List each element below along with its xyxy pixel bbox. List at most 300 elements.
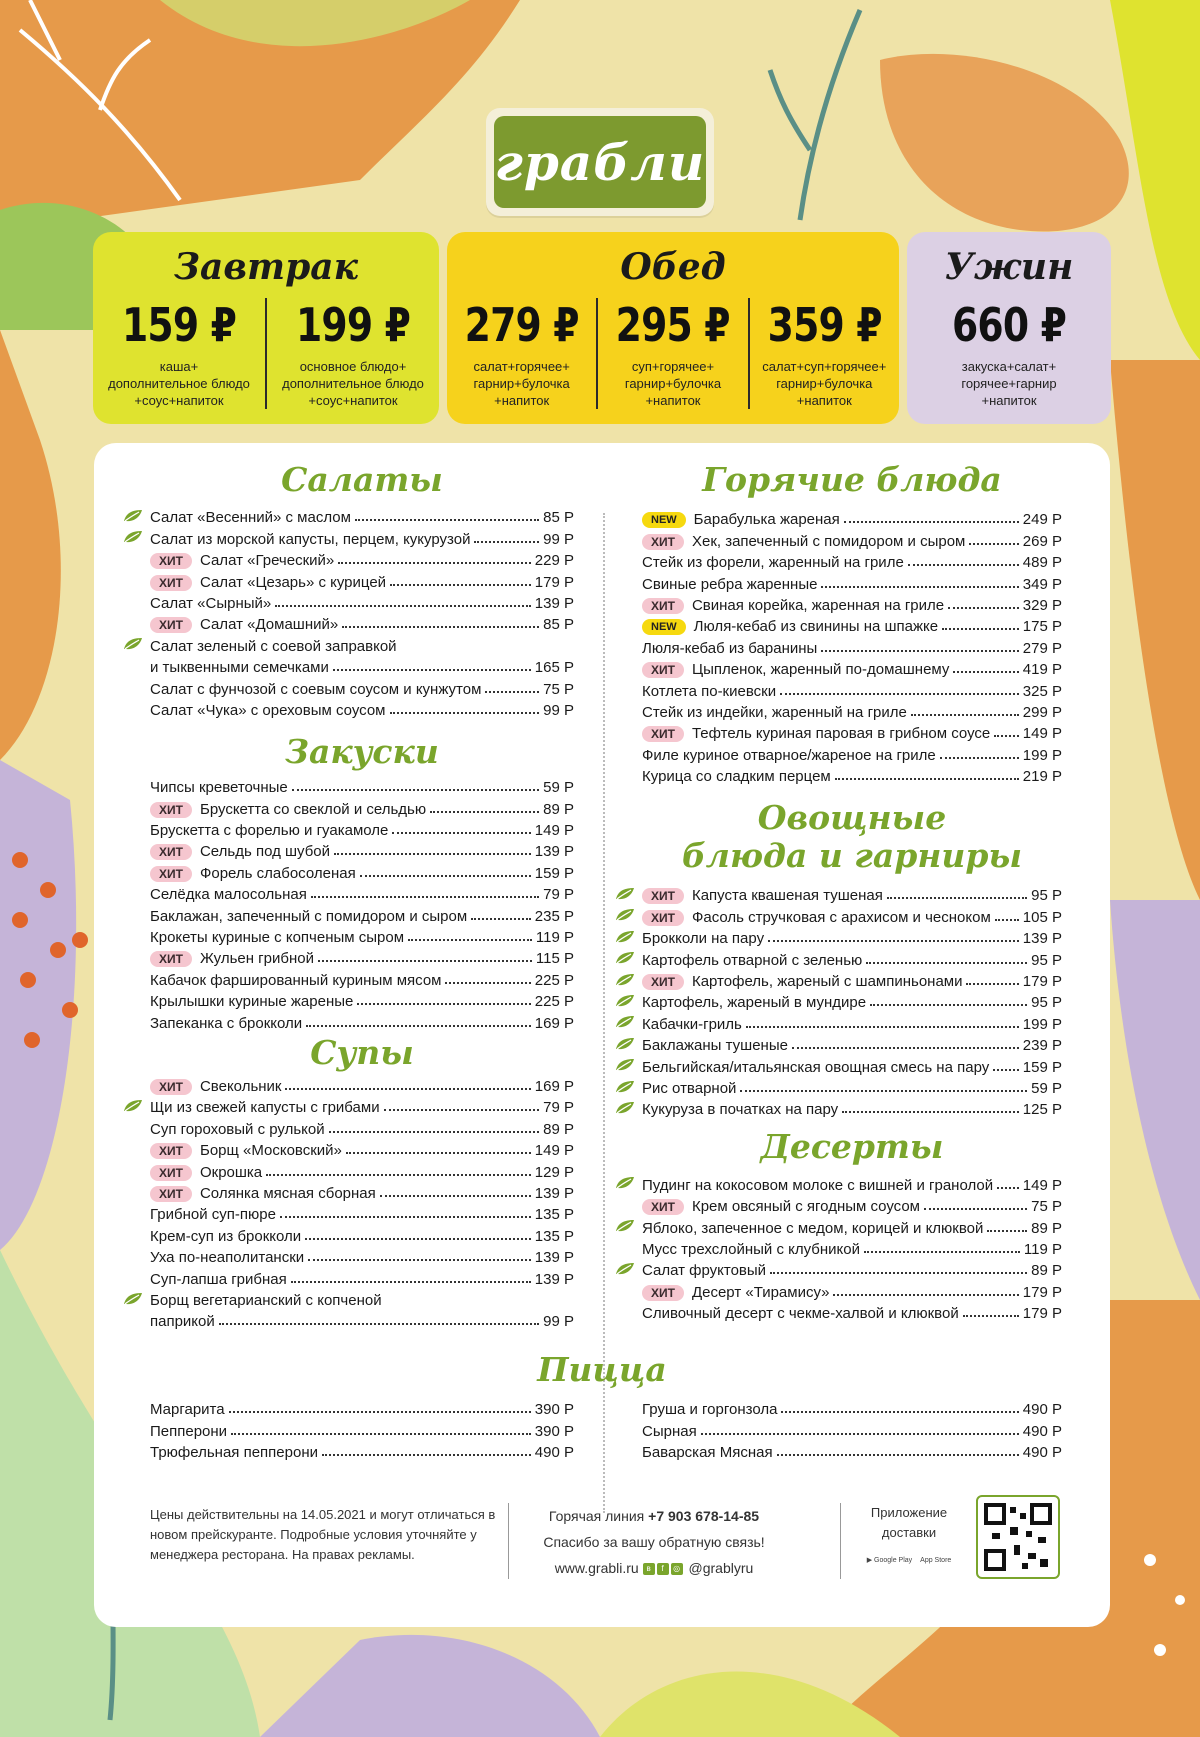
menu-item <box>150 569 574 590</box>
hotline-label: Горячая линия <box>548 1508 645 1524</box>
item-name: Фасоль стручковая с арахисом и чесноком <box>691 908 991 926</box>
item-name: Мусс трехслойный с клубникой <box>642 1240 860 1258</box>
menu-item <box>150 882 574 903</box>
item-price: 85 Р <box>543 509 574 527</box>
dot-leader <box>701 1433 1019 1435</box>
breakfast-deal-1 <box>93 298 265 409</box>
dot-leader <box>866 962 1027 964</box>
menu-item <box>150 698 574 719</box>
dot-leader <box>844 521 1019 523</box>
dot-leader <box>280 1216 531 1218</box>
item-price: 165 Р <box>534 659 574 677</box>
item-price: 169 Р <box>534 1077 574 1095</box>
vegetarian-leaf-icon <box>614 1176 636 1190</box>
dot-leader <box>275 605 531 607</box>
deal-price: 279 ₽ <box>464 298 579 352</box>
dot-leader <box>342 626 539 628</box>
item-price: 159 Р <box>534 864 574 882</box>
item-price: 219 Р <box>1022 768 1062 786</box>
item-name: Хек, запеченный с помидором и сыром <box>691 532 966 550</box>
dot-leader <box>940 757 1019 759</box>
vk-icon[interactable]: в <box>643 1563 655 1575</box>
dot-leader <box>780 693 1019 695</box>
dot-leader <box>993 1069 1019 1071</box>
menu-item <box>642 1033 1062 1054</box>
menu-item <box>642 947 1062 968</box>
item-name: Люля-кебаб из свинины на шпажке <box>693 618 939 636</box>
dot-leader <box>285 1088 530 1090</box>
deal-description: салат+суп+горячее+ гарнир+булочка +напиток <box>762 359 887 408</box>
item-name: Салат «Цезарь» с курицей <box>199 573 387 591</box>
item-name: Салат «Греческий» <box>199 552 335 570</box>
item-name: Картофель, жареный с шампиньонами <box>691 973 963 991</box>
deal-description: основное блюдо+ дополнительное блюдо +соус+напиток <box>282 359 424 408</box>
dot-leader <box>781 1411 1018 1413</box>
vegetarian-leaf-icon <box>614 973 636 987</box>
hit-badge: ХИТ <box>642 534 684 550</box>
dot-leader <box>380 1195 531 1197</box>
hit-badge: ХИТ <box>642 662 684 678</box>
dot-leader <box>770 1272 1027 1274</box>
hit-badge: ХИТ <box>150 802 192 818</box>
item-price: 249 Р <box>1022 511 1062 529</box>
menu-item <box>642 1258 1062 1279</box>
item-price: 119 Р <box>1023 1240 1062 1258</box>
item-name: Крылышки куриные жареные <box>150 993 354 1011</box>
hit-badge: ХИТ <box>150 866 192 882</box>
menu-item <box>150 1245 574 1266</box>
left-column <box>150 461 574 1330</box>
menu-item <box>150 1181 574 1202</box>
dot-leader <box>430 811 539 813</box>
deal-price: 159 ₽ <box>121 298 237 352</box>
app-store-badge[interactable]: App Store <box>920 1557 952 1564</box>
vegetarian-leaf-icon <box>614 994 636 1008</box>
menu-item <box>642 1440 1062 1461</box>
item-name: Салат «Сырный» <box>150 594 272 612</box>
menu-item <box>150 1010 574 1031</box>
qr-code-icon <box>978 1497 1058 1577</box>
item-price: 199 Р <box>1022 1015 1062 1033</box>
item-price: 95 Р <box>1031 951 1062 969</box>
section-title-veg-line1: Овощные <box>757 798 947 838</box>
item-name: Чипсы креветочные <box>150 779 288 797</box>
item-name: Баварская Мясная <box>642 1444 773 1462</box>
dot-leader <box>887 897 1027 899</box>
item-price: 99 Р <box>543 1313 574 1331</box>
menu-item <box>150 676 574 697</box>
item-price: 279 Р <box>1022 639 1062 657</box>
dot-leader <box>969 543 1018 545</box>
dot-leader <box>942 628 1019 630</box>
deal-description: суп+горячее+ гарнир+булочка +напиток <box>624 359 722 408</box>
pizza-right-list <box>642 1397 1062 1461</box>
dot-leader <box>740 1090 1027 1092</box>
menu-item <box>642 614 1062 635</box>
item-name: Маргарита <box>150 1401 225 1419</box>
item-price: 89 Р <box>543 1120 574 1138</box>
menu-item <box>642 1279 1062 1300</box>
lunch-deal-3 <box>748 298 899 409</box>
section-title-hot: Горячие блюда <box>702 460 1002 499</box>
item-price: 179 Р <box>1022 1283 1062 1301</box>
item-price: 159 Р <box>1022 1058 1062 1076</box>
menu-item <box>642 1076 1062 1097</box>
dot-leader <box>392 832 530 834</box>
item-price: 490 Р <box>1022 1401 1062 1419</box>
dot-leader <box>474 541 539 543</box>
menu-item <box>642 1397 1062 1418</box>
dot-leader <box>308 1259 531 1261</box>
dot-leader <box>355 519 539 521</box>
vegetarian-leaf-icon <box>614 930 636 944</box>
hit-badge: ХИТ <box>150 1186 192 1202</box>
menu-item <box>150 818 574 839</box>
dot-leader <box>338 562 531 564</box>
item-price: 139 Р <box>534 843 574 861</box>
item-price: 179 Р <box>1022 973 1062 991</box>
item-name: Цыпленок, жаренный по-домашнему <box>691 661 950 679</box>
dot-leader <box>334 853 531 855</box>
breakfast-deal-2 <box>265 298 439 409</box>
dot-leader <box>768 940 1019 942</box>
item-price: 79 Р <box>543 886 574 904</box>
item-name: Борщ «Московский» <box>199 1142 342 1160</box>
footer-divider <box>508 1503 509 1579</box>
hit-badge: ХИТ <box>150 951 192 967</box>
item-name: Уха по-неаполитански <box>150 1249 305 1267</box>
item-price: 149 Р <box>1022 1176 1062 1194</box>
item-price: 269 Р <box>1022 532 1062 550</box>
menu-item <box>150 1418 574 1439</box>
dot-leader <box>322 1454 531 1456</box>
item-price: 239 Р <box>1022 1037 1062 1055</box>
item-price: 489 Р <box>1022 554 1062 572</box>
menu-item <box>642 904 1062 925</box>
item-price: 139 Р <box>1022 930 1062 948</box>
dot-leader <box>311 896 539 898</box>
item-price: 119 Р <box>535 929 574 947</box>
hit-badge: ХИТ <box>150 617 192 633</box>
item-price: 99 Р <box>543 530 574 548</box>
item-name: Суп-лапша грибная <box>150 1270 287 1288</box>
item-price: 95 Р <box>1031 994 1062 1012</box>
dot-leader <box>292 789 539 791</box>
item-price: 59 Р <box>1031 1079 1062 1097</box>
item-name: Форель слабосоленая <box>199 864 356 882</box>
menu-item <box>150 548 574 569</box>
item-name: Барабулька жареная <box>693 511 840 529</box>
menu-item <box>642 550 1062 571</box>
item-price: 149 Р <box>1022 725 1062 743</box>
item-name: паприкой <box>150 1313 215 1331</box>
dot-leader <box>266 1174 531 1176</box>
item-price: 89 Р <box>543 800 574 818</box>
menu-item <box>150 989 574 1010</box>
dot-leader <box>821 650 1018 652</box>
menu-item <box>642 1194 1062 1215</box>
item-name: Пепперони <box>150 1422 228 1440</box>
dot-leader <box>821 586 1018 588</box>
item-name: Щи из свежей капусты с грибами <box>150 1099 380 1117</box>
item-name: Грибной суп-пюре <box>150 1206 276 1224</box>
menu-item <box>150 505 574 526</box>
vegetarian-leaf-icon <box>122 637 144 651</box>
section-title-salads: Салаты <box>281 460 443 499</box>
item-name: Десерт «Тирамису» <box>691 1283 830 1301</box>
dot-leader <box>864 1251 1020 1253</box>
item-price: 325 Р <box>1022 682 1062 700</box>
item-name: Салат «Домашний» <box>199 616 339 634</box>
dot-leader <box>471 918 531 920</box>
dinner-deal-1 <box>907 298 1111 409</box>
deal-description: закуска+салат+ горячее+гарнир +напиток <box>961 359 1057 408</box>
menu-item <box>642 1011 1062 1032</box>
menu-panel <box>94 443 1110 1627</box>
item-name: Салат зеленый с соевой заправкой <box>150 637 397 655</box>
snacks-list <box>150 775 574 1032</box>
lunch-title: Обед <box>620 246 726 288</box>
menu-item <box>150 903 574 924</box>
disclaimer: Цены действительны на 14.05.2021 и могут отличаться в новом прейскуранте. Подробные условия уточняйте у менеджера ресторана. На правах рекламы. <box>150 1507 496 1562</box>
menu-item <box>150 526 574 547</box>
pizza-left-list <box>150 1397 574 1461</box>
section-title-snacks: Закуски <box>285 731 439 771</box>
dot-leader <box>291 1281 531 1283</box>
dot-leader <box>997 1187 1019 1189</box>
menu-item <box>642 883 1062 904</box>
hot-list <box>642 507 1062 785</box>
deal-description: салат+горячее+ гарнир+булочка +напиток <box>473 359 570 408</box>
item-price: 149 Р <box>534 1142 574 1160</box>
vegetarian-leaf-icon <box>614 887 636 901</box>
dot-leader <box>445 982 530 984</box>
menu-item <box>150 775 574 796</box>
menu-item <box>150 612 574 633</box>
dot-leader <box>329 1131 540 1133</box>
vegetarian-leaf-icon <box>614 1058 636 1072</box>
hit-badge: ХИТ <box>150 1079 192 1095</box>
menu-item <box>642 742 1062 763</box>
footer <box>94 1495 1110 1615</box>
desserts-list <box>642 1172 1062 1322</box>
item-name: Стейк из индейки, жаренный на гриле <box>642 703 907 721</box>
hit-badge: ХИТ <box>150 1143 192 1159</box>
dot-leader <box>948 607 1019 609</box>
menu-item <box>642 926 1062 947</box>
salads-list <box>150 505 574 719</box>
item-name: Салат «Чука» с ореховым соусом <box>150 701 386 719</box>
dot-leader <box>870 1004 1027 1006</box>
menu-item <box>150 1397 574 1418</box>
vegetarian-leaf-icon <box>122 530 144 544</box>
footer-divider <box>840 1503 841 1579</box>
item-name: Брокколи на пару <box>642 930 765 948</box>
item-price: 490 Р <box>1022 1422 1062 1440</box>
menu-item <box>150 591 574 612</box>
menu-item <box>150 1440 574 1461</box>
hotline-phone[interactable]: +7 903 678-14-85 <box>648 1508 760 1524</box>
item-price: 390 Р <box>534 1401 574 1419</box>
menu-item <box>642 1172 1062 1193</box>
item-price: 225 Р <box>534 993 574 1011</box>
dot-leader <box>219 1323 539 1325</box>
item-price: 129 Р <box>534 1163 574 1181</box>
google-play-badge[interactable]: ▶ Google Play <box>866 1557 913 1564</box>
site-link[interactable]: www.grabli.ru <box>554 1560 639 1576</box>
item-price: 235 Р <box>534 907 574 925</box>
menu-item <box>642 635 1062 656</box>
menu-item <box>150 1309 574 1330</box>
item-name: и тыквенными семечками <box>150 659 329 677</box>
item-price: 75 Р <box>543 680 574 698</box>
deal-price: 660 ₽ <box>951 298 1067 352</box>
hit-badge: ХИТ <box>642 1285 684 1301</box>
breakfast-offer <box>93 232 439 424</box>
item-price: 149 Р <box>534 822 574 840</box>
hit-badge: ХИТ <box>150 575 192 591</box>
item-name: Стейк из форели, жаренный на гриле <box>642 554 904 572</box>
item-price: 135 Р <box>534 1227 574 1245</box>
hit-badge: ХИТ <box>642 888 684 904</box>
menu-item <box>642 990 1062 1011</box>
vegetarian-leaf-icon <box>614 1219 636 1233</box>
app-text: Приложение доставки <box>870 1505 948 1540</box>
app-block <box>854 1503 964 1571</box>
menu-item <box>642 969 1062 990</box>
dot-leader <box>963 1315 1019 1317</box>
menu-item <box>150 796 574 817</box>
dot-leader <box>835 778 1019 780</box>
dot-leader <box>777 1454 1019 1456</box>
item-price: 125 Р <box>1022 1101 1062 1119</box>
item-name: Капуста квашеная тушеная <box>691 887 883 905</box>
item-name: Сливочный десерт с чекме-халвой и клюквой <box>642 1305 959 1323</box>
menu-item <box>150 1138 574 1159</box>
dot-leader <box>333 669 531 671</box>
item-price: 139 Р <box>534 1249 574 1267</box>
item-price: 490 Р <box>1022 1444 1062 1462</box>
hit-badge: ХИТ <box>150 1165 192 1181</box>
dot-leader <box>746 1026 1019 1028</box>
dot-leader <box>231 1433 531 1435</box>
item-name: Суп гороховый с рулькой <box>150 1120 325 1138</box>
item-name: Люля-кебаб из баранины <box>642 639 818 657</box>
dot-leader <box>908 564 1019 566</box>
deal-price: 359 ₽ <box>767 298 882 352</box>
right-column <box>642 461 1062 1322</box>
menu-item <box>642 721 1062 742</box>
item-name: Кукуруза в початках на пару <box>642 1101 839 1119</box>
vegetarian-leaf-icon <box>122 1099 144 1113</box>
menu-item <box>642 678 1062 699</box>
item-name: Салат с фунчозой с соевым соусом и кунжутом <box>150 680 482 698</box>
item-name: Яблоко, запеченное с медом, корицей и клюквой <box>642 1219 984 1237</box>
item-price: 89 Р <box>1031 1262 1062 1280</box>
new-badge: NEW <box>642 512 686 528</box>
dot-leader <box>966 983 1018 985</box>
item-name: Крокеты куриные с копченым сыром <box>150 929 405 947</box>
dot-leader <box>306 1025 531 1027</box>
item-name: Филе куриное отварное/жареное на гриле <box>642 746 936 764</box>
item-name: Борщ вегетарианский с копченой <box>150 1291 382 1309</box>
veg-list <box>642 883 1062 1118</box>
menu-item <box>150 860 574 881</box>
item-price: 105 Р <box>1022 908 1062 926</box>
dot-leader <box>360 875 531 877</box>
item-name: Груша и горгонзола <box>642 1401 778 1419</box>
menu-item <box>150 1202 574 1223</box>
item-name: Свекольник <box>199 1077 282 1095</box>
vegetarian-leaf-icon <box>122 1292 144 1306</box>
item-price: 59 Р <box>543 779 574 797</box>
menu-item <box>642 1418 1062 1439</box>
contacts <box>524 1503 784 1581</box>
dot-leader <box>995 919 1019 921</box>
menu-item <box>150 1095 574 1116</box>
qr-code[interactable] <box>976 1495 1060 1579</box>
dot-leader <box>346 1152 531 1154</box>
item-name: Тефтель куриная паровая в грибном соусе <box>691 725 991 743</box>
deal-price: 295 ₽ <box>615 298 731 352</box>
dot-leader <box>994 735 1019 737</box>
vegetarian-leaf-icon <box>614 1015 636 1029</box>
dot-leader <box>792 1047 1019 1049</box>
item-price: 329 Р <box>1022 596 1062 614</box>
deal-description: каша+ дополнительное блюдо +соус+напиток <box>108 359 250 408</box>
item-name: Курица со сладким перцем <box>642 768 831 786</box>
dinner-offer <box>907 232 1111 424</box>
item-price: 225 Р <box>534 971 574 989</box>
item-price: 115 Р <box>535 950 574 968</box>
item-price: 199 Р <box>1022 746 1062 764</box>
dot-leader <box>384 1109 540 1111</box>
dot-leader <box>485 691 539 693</box>
menu-item <box>150 839 574 860</box>
dot-leader <box>924 1208 1027 1210</box>
new-badge: NEW <box>642 619 686 635</box>
instagram-icon[interactable]: ◎ <box>671 1563 683 1575</box>
item-name: Свиные ребра жаренные <box>642 575 818 593</box>
social-handle[interactable]: @grablyru <box>688 1560 754 1576</box>
item-price: 490 Р <box>534 1444 574 1462</box>
menu-item <box>150 1074 574 1095</box>
menu-item <box>150 967 574 988</box>
menu-item <box>150 1266 574 1287</box>
hit-badge: ХИТ <box>642 726 684 742</box>
facebook-icon[interactable]: f <box>657 1563 669 1575</box>
item-name: Трюфельная пепперони <box>150 1444 318 1462</box>
item-name: Кабачки-гриль <box>642 1015 742 1033</box>
hit-badge: ХИТ <box>150 553 192 569</box>
dot-leader <box>357 1003 530 1005</box>
item-name: Жульен грибной <box>199 950 314 968</box>
menu-item <box>642 1237 1062 1258</box>
soups-list <box>150 1074 574 1331</box>
item-price: 390 Р <box>534 1422 574 1440</box>
item-price: 179 Р <box>534 573 574 591</box>
item-price: 89 Р <box>1031 1219 1062 1237</box>
menu-item <box>642 657 1062 678</box>
menu-item <box>642 1215 1062 1236</box>
thanks-text: Спасибо за вашу обратную связь! <box>543 1534 765 1550</box>
menu-item <box>642 764 1062 785</box>
item-price: 85 Р <box>543 616 574 634</box>
menu-item <box>150 946 574 967</box>
vegetarian-leaf-icon <box>614 1262 636 1276</box>
item-name: Окрошка <box>199 1163 263 1181</box>
item-name: Свиная корейка, жаренная на гриле <box>691 596 945 614</box>
